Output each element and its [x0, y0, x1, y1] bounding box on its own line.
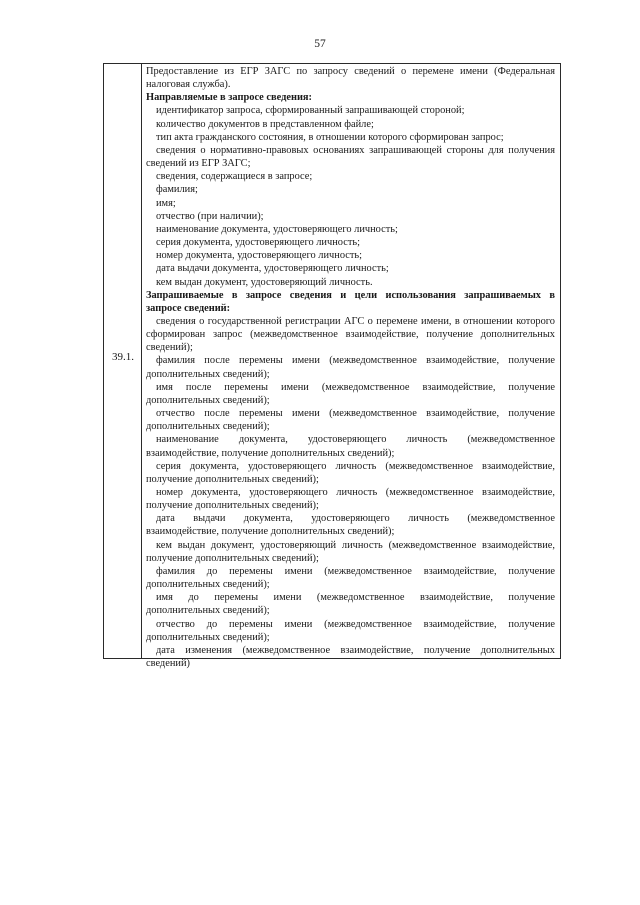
text-line: сведения о государственной регистрации АГС о перемене имени, в отношении которого: [156, 315, 555, 327]
text-line: взаимодействие, получение дополнительных сведений);: [146, 526, 395, 538]
text-line: дата выдачи документа, удостоверяющего личность (межведомственное: [156, 513, 555, 525]
text-line: сведений): [146, 658, 190, 670]
text-line: сведений);: [146, 342, 193, 354]
text-line: дополнительных сведений);: [146, 394, 270, 406]
text-line: дополнительных сведений);: [146, 421, 270, 433]
text-line: отчество до перемены имени (межведомственное взаимодействие, получение: [156, 618, 555, 630]
text-line: сведения, содержащиеся в запросе;: [156, 171, 313, 183]
text-line: сведения о нормативно-правовых основаниях запрашивающей стороны для получения: [156, 144, 555, 156]
text-line: дополнительных сведений);: [146, 631, 270, 643]
text-line: получение дополнительных сведений);: [146, 473, 319, 485]
row-number: 39.1.: [112, 351, 134, 363]
section-heading-line: Направляемые в запросе сведения:: [146, 92, 313, 104]
text-line: налоговая служба).: [146, 79, 231, 91]
section-heading-line: Запрашиваемые в запросе сведения и цели использования запрашиваемых в: [146, 289, 555, 301]
text-line: номер документа, удостоверяющего личность (межведомственное взаимодействие,: [156, 487, 555, 498]
text-line: сформирован запрос (межведомственное взаимодействие, получение дополнительных: [146, 329, 555, 341]
text-line: наименование документа, удостоверяющего личность;: [156, 223, 398, 235]
text-line: фамилия;: [156, 184, 198, 196]
section-heading-line: запросе сведений:: [146, 302, 231, 314]
text-line: фамилия до перемены имени (межведомственное взаимодействие, получение: [156, 565, 555, 577]
text-line: серия документа, удостоверяющего личность (межведомственное взаимодействие,: [156, 460, 555, 472]
text-line: тип акта гражданского состояния, в отношении которого сформирован запрос;: [156, 131, 504, 143]
text-line: отчество (при наличии);: [156, 210, 264, 222]
text-line: кем выдан документ, удостоверяющий личность.: [156, 276, 373, 288]
text-line: дата изменения (межведомственное взаимодействие, получение дополнительных: [156, 644, 555, 656]
text-line: взаимодействие, получение дополнительных сведений);: [146, 447, 395, 459]
text-line: серия документа, удостоверяющего личность;: [156, 237, 361, 249]
text-line: идентификатор запроса, сформированный запрашивающей стороной;: [156, 105, 465, 117]
text-line: номер документа, удостоверяющего личность;: [156, 250, 363, 262]
text-line: количество документов в представленном файле;: [156, 118, 374, 130]
text-line: кем выдан документ, удостоверяющий личность (межведомственное взаимодействие,: [156, 539, 555, 551]
text-line: дополнительных сведений);: [146, 605, 270, 617]
text-line: получение дополнительных сведений);: [146, 552, 319, 564]
row-number-column: [104, 64, 142, 658]
text-line: получение дополнительных сведений);: [146, 500, 319, 512]
text-line: имя до перемены имени (межведомственное взаимодействие, получение: [156, 592, 555, 604]
text-line: фамилия после перемены имени (межведомственное взаимодействие, получение: [156, 355, 555, 367]
row-content: [146, 65, 555, 670]
text-line: Предоставление из ЕГР ЗАГС по запросу сведений о перемене имени (Федеральная: [146, 66, 555, 77]
text-line: имя;: [156, 197, 176, 209]
text-line: сведений из ЕГР ЗАГС;: [146, 158, 251, 170]
text-line: наименование документа, удостоверяющего личность (межведомственное: [156, 434, 555, 446]
text-line: отчество после перемены имени (межведомственное взаимодействие, получение: [156, 408, 555, 420]
text-line: дата выдачи документа, удостоверяющего личность;: [156, 263, 389, 275]
document-table: [103, 63, 561, 670]
text-line: дополнительных сведений);: [146, 579, 270, 591]
page-number: 57: [314, 38, 326, 50]
text-line: имя после перемены имени (межведомственное взаимодействие, получение: [156, 381, 555, 393]
text-line: дополнительных сведений);: [146, 368, 270, 380]
